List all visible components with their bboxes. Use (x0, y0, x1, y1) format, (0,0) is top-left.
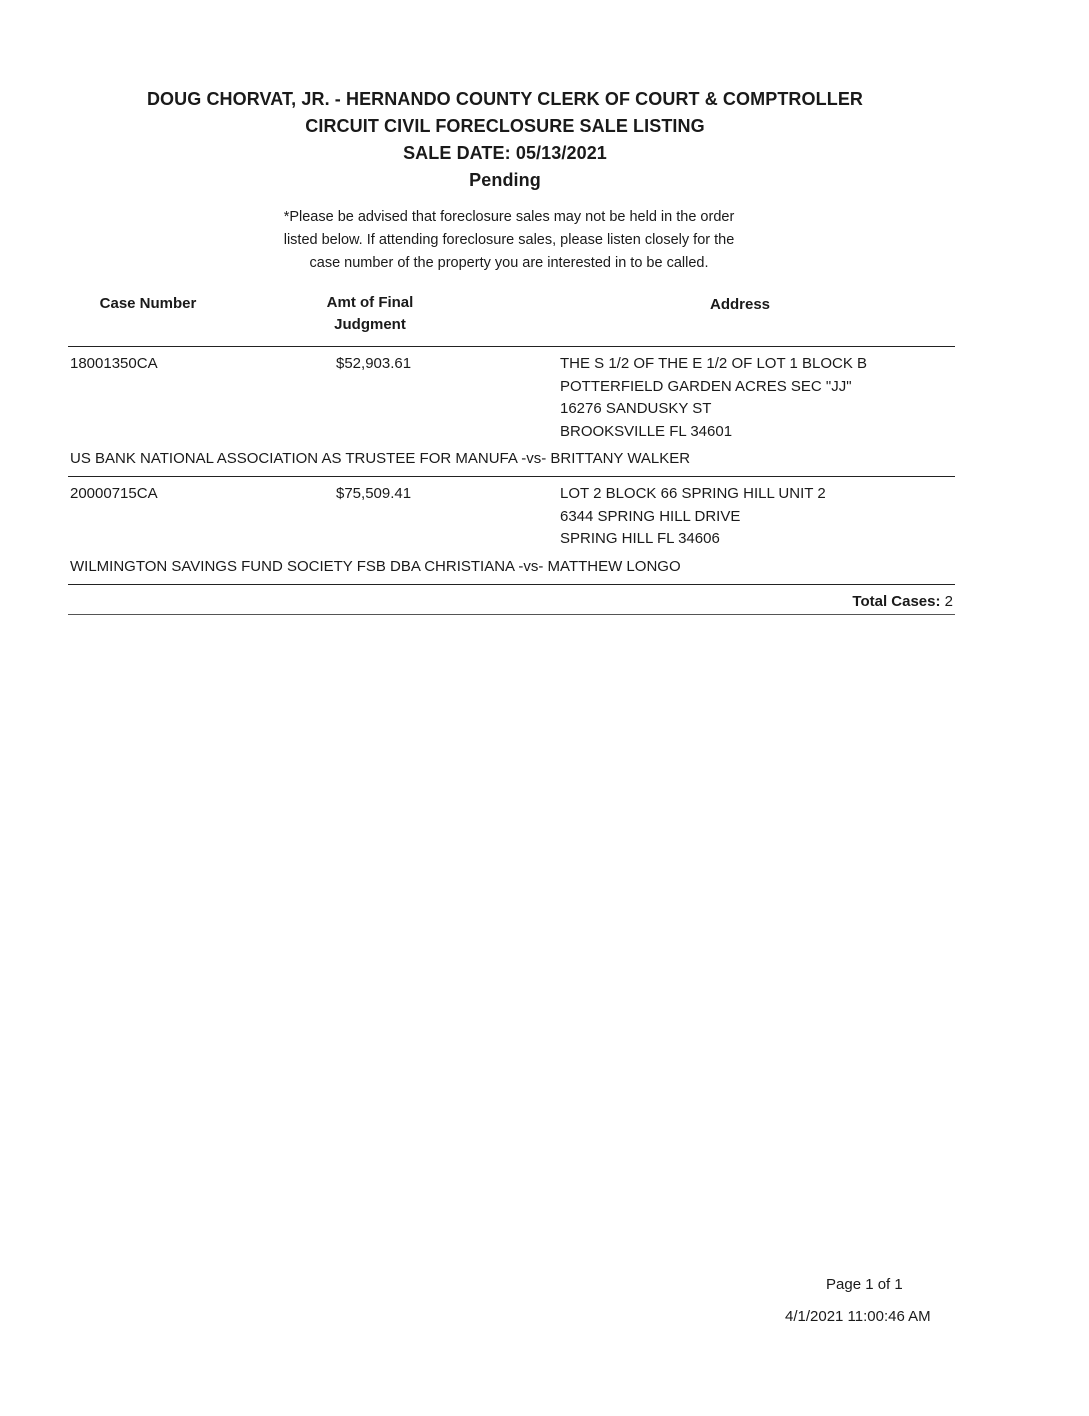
case-number: 18001350CA (70, 355, 158, 372)
address-line: LOT 2 BLOCK 66 SPRING HILL UNIT 2 (560, 485, 826, 502)
amount-header-line-2: Judgment (334, 316, 406, 333)
print-timestamp: 4/1/2021 11:00:46 AM (785, 1308, 931, 1325)
address-line: BROOKSVILLE FL 34601 (560, 422, 733, 440)
column-header-address: Address (709, 296, 771, 313)
column-header-amount (300, 292, 440, 336)
case-parties: US BANK NATIONAL ASSOCIATION AS TRUSTEE FOR MANUFA -vs- BRITTANY WALKER (70, 450, 691, 467)
property-address (560, 483, 826, 551)
clerk-title: DOUG CHORVAT, JR. - HERNANDO COUNTY CLERK OF COURT & COMPTROLLER (146, 89, 864, 109)
listing-title: CIRCUIT CIVIL FORECLOSURE SALE LISTING (305, 116, 705, 136)
page-number: Page 1 of 1 (826, 1276, 903, 1293)
header-divider (68, 346, 955, 347)
total-cases-value: 2 (944, 593, 953, 610)
sale-date: SALE DATE: 05/13/2021 (403, 143, 607, 163)
address-line: POTTERFIELD GARDEN ACRES SEC "JJ" (560, 377, 852, 395)
judgment-amount: $75,509.41 (336, 485, 412, 502)
case-number: 20000715CA (70, 485, 158, 502)
address-line: SPRING HILL FL 34606 (560, 530, 720, 547)
judgment-amount: $52,903.61 (336, 355, 412, 372)
document-header (0, 86, 1010, 194)
notice-line-2: listed below. If attending foreclosure sales, please listen closely for the (283, 232, 735, 248)
total-cases (852, 591, 953, 613)
row-divider (68, 476, 955, 477)
case-parties: WILMINGTON SAVINGS FUND SOCIETY FSB DBA CHRISTIANA -vs- MATTHEW LONGO (70, 558, 681, 575)
address-line: 16276 SANDUSKY ST (560, 400, 712, 417)
total-cases-label: Total Cases: (852, 593, 941, 610)
notice-line-3: case number of the property you are interested in to be called. (309, 255, 709, 271)
address-line: 6344 SPRING HILL DRIVE (560, 507, 741, 525)
row-divider (68, 584, 955, 585)
notice-line-1: *Please be advised that foreclosure sales may not be held in the order (283, 209, 735, 225)
sale-notice (0, 206, 1018, 275)
amount-header-line-1: Amt of Final (326, 294, 414, 311)
total-divider (68, 614, 955, 615)
property-address (560, 353, 867, 443)
column-header-case-number: Case Number (99, 295, 197, 312)
status-label: Pending (469, 170, 541, 190)
address-line: THE S 1/2 OF THE E 1/2 OF LOT 1 BLOCK B (560, 355, 868, 372)
